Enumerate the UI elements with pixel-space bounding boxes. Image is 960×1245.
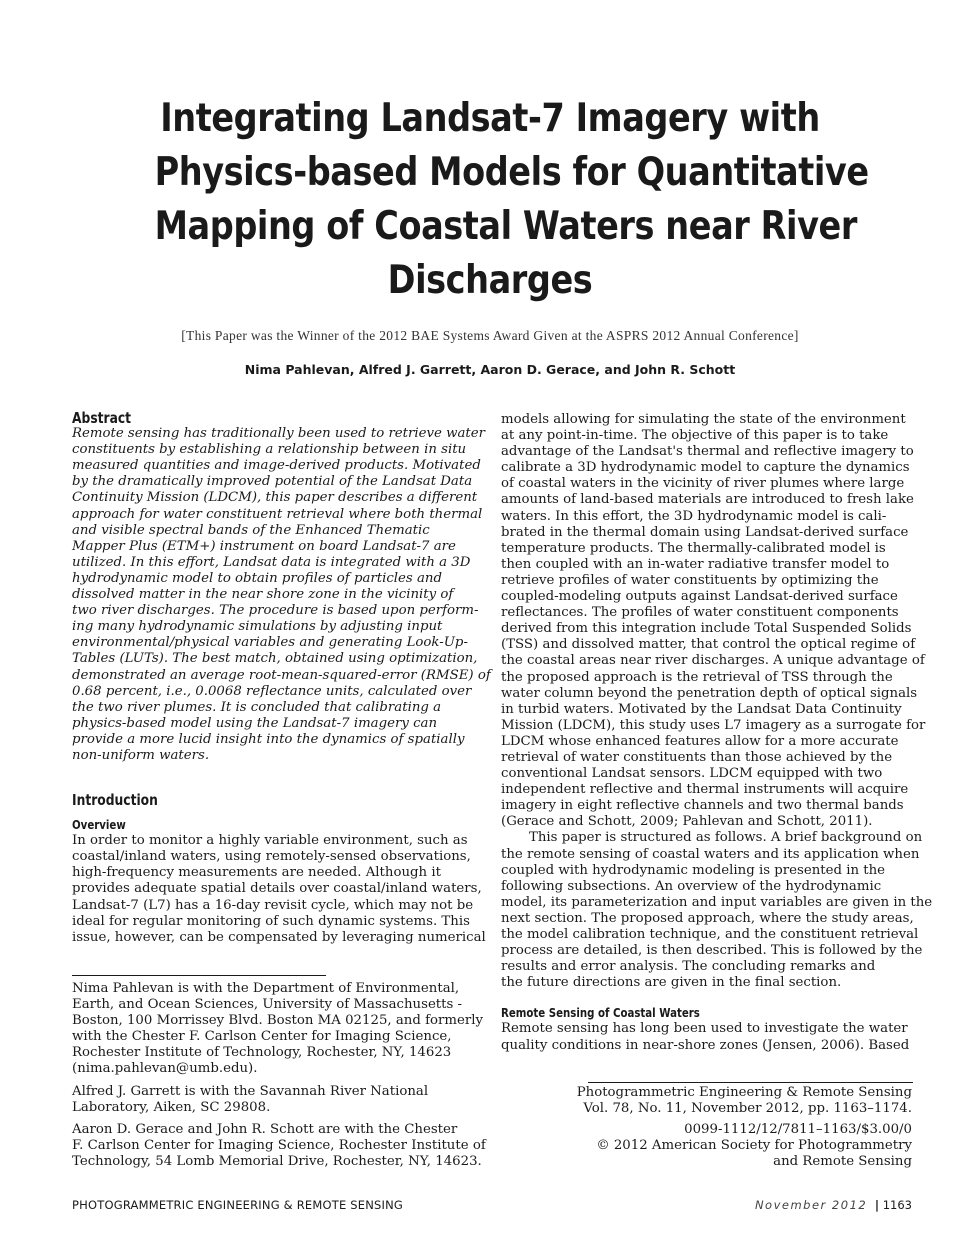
text-line: water column beyond the penetration depth of optical signals (501, 685, 918, 701)
text-line: utilized. In this effort, Landsat data is integrated with a 3D (72, 554, 471, 570)
text-line: Aaron D. Gerace and John R. Schott are with the Chester (72, 1121, 458, 1137)
affiliations (72, 981, 486, 1170)
title-line: Integrating Landsat-7 Imagery with (160, 96, 820, 141)
text-line: hydrodynamic model to obtain profiles of particles and (72, 570, 442, 586)
text-line: Alfred J. Garrett is with the Savannah River National (72, 1083, 429, 1099)
footnote-divider (72, 975, 326, 976)
text-line: (Gerace and Schott, 2009; Pahlevan and Schott, 2011). (501, 814, 873, 830)
text-line: F. Carlson Center for Imaging Science, Rochester Institute of (72, 1137, 486, 1153)
text-line: independent reflective and thermal instruments will acquire (501, 782, 909, 798)
text-line: Earth, and Ocean Sciences, University of Massachusetts - (72, 997, 463, 1013)
text-line: and Remote Sensing (773, 1154, 912, 1170)
affiliation-note (72, 1121, 486, 1170)
text-line: ing many hydrodynamic simulations by adjusting input (72, 619, 443, 635)
title-line: Physics-based Models for Quantitative (154, 150, 869, 195)
text-line: environmental/physical variables and generating Look-Up- (72, 635, 468, 651)
text-line: (TSS) and dissolved matter, that control the optical regime of (501, 637, 916, 653)
title-line: Discharges (387, 258, 593, 303)
text-line: coupled with hydrodynamic modeling is presented in the (501, 862, 886, 878)
text-line: then coupled with an in-water radiative transfer model to (501, 556, 890, 572)
text-line: issue, however, can be compensated by leveraging numerical (72, 929, 486, 945)
text-line: of coastal waters in the vicinity of river plumes where large (501, 476, 905, 492)
text-line: next section. The proposed approach, where the study areas, (501, 910, 914, 926)
text-line: the two river plumes. It is concluded that calibrating a (72, 699, 442, 715)
award-note: [This Paper was the Winner of the 2012 BAE Systems Award Given at the ASPRS 2012 Annual Conference] (181, 328, 799, 343)
text-line: Rochester Institute of Technology, Rochester, NY, 14623 (72, 1045, 452, 1061)
text-line: constituents by establishing a relationship between in situ (72, 442, 467, 458)
text-line: measured quantities and image-derived products. Motivated (72, 458, 481, 474)
title-line: Mapping of Coastal Waters near River (154, 204, 857, 249)
text-line: advantage of the Landsat's thermal and reflective imagery to (501, 444, 914, 460)
text-line: Tables (LUTs). The best match, obtained using optimization, (72, 651, 478, 667)
text-line: retrieve profiles of water constituents by optimizing the (501, 572, 879, 588)
text-line: Mission (LDCM), this study uses L7 imagery as a surrogate for (501, 717, 926, 733)
text-line: Laboratory, Aiken, SC 29808. (72, 1099, 271, 1115)
abstract-section (72, 409, 491, 764)
affiliation-note (72, 981, 483, 1078)
text-line: This paper is structured as follows. A brief background on (529, 830, 923, 846)
text-line: 0099-1112/12/7811–1163/$3.00/0 (684, 1122, 912, 1138)
text-line: Boston, 100 Morrissey Blvd. Boston MA 02125, and formerly (72, 1013, 483, 1029)
text-line: results and error analysis. The concluding remarks and (501, 959, 876, 975)
text-line: Technology, 54 Lomb Memorial Drive, Rochester, NY, 14623. (72, 1153, 482, 1169)
text-line: Nima Pahlevan is with the Department of Environmental, (72, 981, 460, 996)
text-line: amounts of land-based materials are introduced to fresh lake (501, 492, 914, 508)
text-line: provide a more lucid insight into the dynamics of spatially (72, 731, 465, 747)
text-line: © 2012 American Society for Photogrammetry (596, 1138, 912, 1154)
text-line: (nima.pahlevan@umb.edu). (72, 1061, 258, 1077)
text-line: temperature products. The thermally-calibrated model is (501, 540, 886, 556)
text-line: In order to monitor a highly variable environment, such as (72, 833, 468, 849)
text-line: models allowing for simulating the state of the environment (501, 412, 906, 427)
text-line: Vol. 78, No. 11, November 2012, pp. 1163–1174. (583, 1101, 912, 1117)
text-line: quality conditions in near-shore zones (Jensen, 2006). Based (501, 1037, 910, 1053)
text-line: reflectances. The profiles of water constituent components (501, 605, 899, 621)
remote-sensing-subheading: Remote Sensing of Coastal Waters (501, 1006, 700, 1021)
abstract-body (72, 426, 491, 764)
text-line: calibrate a 3D hydrodynamic model to capture the dynamics (501, 460, 910, 476)
text-line: two river discharges. The procedure is based upon perform- (72, 603, 479, 619)
paper-title (154, 92, 869, 308)
text-line: by the dramatically improved potential of the Landsat Data (72, 474, 473, 490)
text-line: Continuity Mission (LDCM), this paper describes a different (72, 490, 478, 506)
text-line: with the Chester F. Carlson Center for Imaging Science, (72, 1029, 452, 1045)
journal-info (577, 1085, 912, 1170)
text-line: in turbid waters. Motivated by the Landsat Data Continuity (501, 701, 902, 717)
body-paragraph (501, 1021, 913, 1053)
text-line: process are detailed, is then described. This is followed by the (501, 943, 923, 959)
introduction-section (72, 791, 486, 946)
page-number: 1163 (882, 1198, 912, 1212)
text-line: Remote sensing has traditionally been used to retrieve water (72, 426, 485, 442)
text-line: 0.68 percent, i.e., 0.0068 reflectance units, calculated over (72, 683, 472, 699)
text-line: Mapper Plus (ETM+) instrument on board Landsat-7 are (72, 538, 456, 554)
text-line: demonstrated an average root-mean-squared-error (RMSE) of (72, 667, 491, 683)
text-line: the model calibration technique, and the constituent retrieval (501, 927, 919, 942)
text-line: high-frequency measurements are needed. Although it (72, 865, 441, 881)
text-line: conventional Landsat sensors. LDCM equipped with two (501, 766, 883, 782)
right-column (501, 412, 933, 1054)
text-line: at any point-in-time. The objective of this paper is to take (501, 428, 889, 444)
text-line: coastal/inland waters, using remotely-sensed observations, (72, 849, 471, 865)
text-line: the future directions are given in the final section. (501, 975, 842, 991)
text-line: approach for water constituent retrieval where both thermal (72, 506, 483, 522)
footer-journal-name: PHOTOGRAMMETRIC ENGINEERING & REMOTE SENSING (72, 1198, 404, 1212)
text-line: provides adequate spatial details over coastal/inland waters, (72, 881, 482, 897)
author-list: Nima Pahlevan, Alfred J. Garrett, Aaron D. Gerace, and John R. Schott (244, 362, 736, 377)
footer-separator: | (874, 1198, 880, 1212)
text-line: brated in the thermal domain using Landsat-derived surface (501, 524, 909, 540)
text-line: the remote sensing of coastal waters and its application when (501, 846, 920, 862)
text-line: imagery in eight reflective channels and two thermal bands (501, 798, 904, 814)
text-line: Remote sensing has long been used to investigate the water (501, 1021, 908, 1037)
footer-page-info (755, 1198, 912, 1212)
footer-month: November 2012 (754, 1198, 868, 1212)
introduction-body (72, 833, 486, 946)
text-line: the coastal areas near river discharges. A unique advantage of (501, 653, 925, 669)
text-line: and visible spectral bands of the Enhanced Thematic (72, 522, 430, 538)
introduction-heading: Introduction (72, 791, 158, 809)
copyright-notice (577, 1122, 912, 1170)
text-line: Landsat-7 (L7) has a 16-day revisit cycle, which may not be (72, 897, 474, 913)
body-paragraph (501, 412, 926, 830)
text-line: retrieval of water constituents than those achieved by the (501, 749, 893, 765)
text-line: coupled-modeling outputs against Landsat-derived surface (501, 589, 898, 605)
text-line: ideal for regular monitoring of such dynamic systems. This (72, 913, 470, 929)
abstract-heading: Abstract (72, 409, 132, 427)
text-line: non-uniform waters. (72, 747, 210, 763)
text-line: derived from this integration include Total Suspended Solids (501, 621, 912, 637)
text-line: physics-based model using the Landsat-7 imagery can (72, 715, 438, 731)
text-line: waters. In this effort, the 3D hydrodynamic model is cali- (501, 508, 887, 524)
overview-subheading: Overview (72, 818, 126, 833)
text-line: the proposed approach is the retrieval of TSS through the (501, 669, 893, 685)
journal-citation (577, 1085, 912, 1117)
text-line: model, its parameterization and input variables are given in the (501, 894, 933, 910)
text-line: LDCM whose enhanced features allow for a more accurate (501, 733, 899, 749)
journal-info-divider (588, 1082, 913, 1083)
text-line: Photogrammetric Engineering & Remote Sensing (576, 1085, 912, 1100)
affiliation-note (72, 1084, 480, 1116)
body-paragraph (501, 830, 933, 991)
text-line: following subsections. An overview of the hydrodynamic (501, 878, 882, 894)
text-line: dissolved matter in the near shore zone in the vicinity of (72, 587, 454, 603)
